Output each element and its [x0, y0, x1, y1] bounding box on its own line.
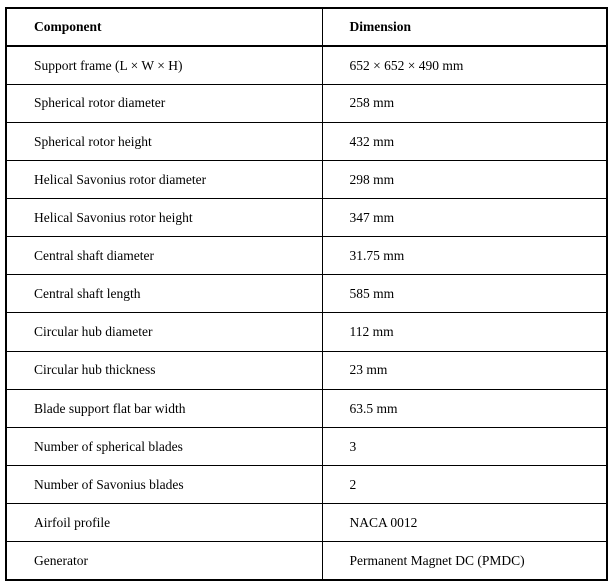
table-row [6, 160, 607, 198]
table-row [6, 351, 607, 389]
cell-dimension: 31.75 mm [322, 237, 607, 275]
cell-dimension: 63.5 mm [322, 389, 607, 427]
cell-dimension: 347 mm [322, 199, 607, 237]
table-row [6, 389, 607, 427]
cell-component: Central shaft length [6, 275, 322, 313]
table-row [6, 199, 607, 237]
cell-component: Blade support flat bar width [6, 389, 322, 427]
cell-component: Circular hub diameter [6, 313, 322, 351]
cell-component: Spherical rotor diameter [6, 84, 322, 122]
cell-dimension: 258 mm [322, 84, 607, 122]
table-header-row [6, 8, 607, 46]
cell-component: Generator [6, 542, 322, 580]
cell-dimension: 3 [322, 427, 607, 465]
cell-component: Central shaft diameter [6, 237, 322, 275]
cell-dimension: 23 mm [322, 351, 607, 389]
table-row [6, 542, 607, 580]
table-row [6, 427, 607, 465]
cell-dimension: 298 mm [322, 160, 607, 198]
table-body [6, 46, 607, 580]
table-row [6, 122, 607, 160]
cell-dimension: 2 [322, 466, 607, 504]
cell-component: Circular hub thickness [6, 351, 322, 389]
cell-dimension: 585 mm [322, 275, 607, 313]
cell-dimension: 652 × 652 × 490 mm [322, 46, 607, 84]
table-row [6, 466, 607, 504]
cell-component: Helical Savonius rotor diameter [6, 160, 322, 198]
cell-component: Number of spherical blades [6, 427, 322, 465]
data-table [5, 7, 608, 581]
cell-dimension: Permanent Magnet DC (PMDC) [322, 542, 607, 580]
table-row [6, 237, 607, 275]
table-row [6, 84, 607, 122]
header-dimension: Dimension [322, 8, 607, 46]
header-component: Component [6, 8, 322, 46]
cell-dimension: NACA 0012 [322, 504, 607, 542]
cell-component: Number of Savonius blades [6, 466, 322, 504]
cell-component: Airfoil profile [6, 504, 322, 542]
cell-dimension: 112 mm [322, 313, 607, 351]
cell-component: Support frame (L × W × H) [6, 46, 322, 84]
table-row [6, 275, 607, 313]
cell-component: Helical Savonius rotor height [6, 199, 322, 237]
cell-component: Spherical rotor height [6, 122, 322, 160]
component-dimension-table [5, 7, 608, 581]
table-row [6, 313, 607, 351]
table-row [6, 504, 607, 542]
table-row [6, 46, 607, 84]
cell-dimension: 432 mm [322, 122, 607, 160]
